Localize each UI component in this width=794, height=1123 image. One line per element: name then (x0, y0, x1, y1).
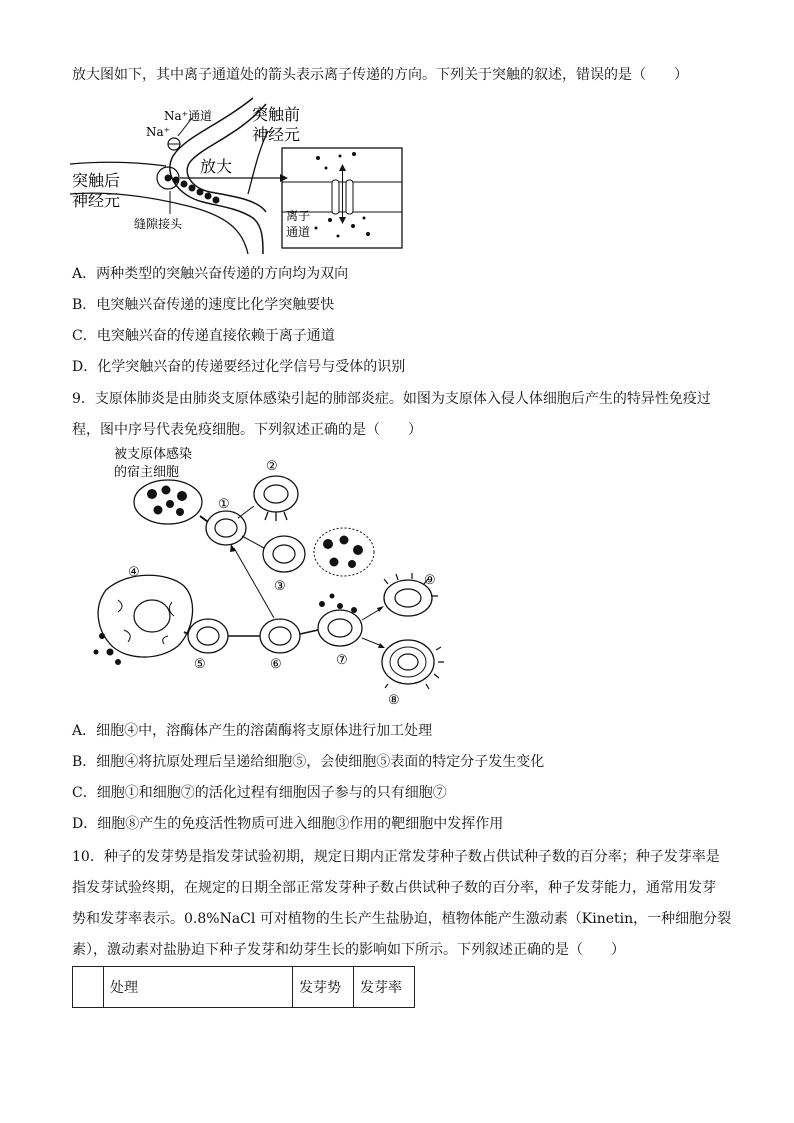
cell-number-3: ③ (274, 579, 286, 594)
enlarge-label: 放大 (200, 157, 233, 176)
synapse-figure (68, 96, 408, 256)
ion-channel-label-2: 通道 (286, 225, 311, 239)
host-cell-label-2: 的宿主细胞 (114, 465, 180, 480)
q8-option-a: A．两种类型的突触兴奋传递的方向均为双向 (72, 266, 349, 282)
table-header-blank (73, 967, 104, 1008)
q10-stem-line-3: 势和发芽率表示。0.8%NaCl 可对植物的生长产生盐胁迫，植物体能产生激动素（Kinetin，一种细胞分裂 (72, 911, 732, 927)
postsynaptic-label-2: 神经元 (72, 191, 121, 210)
q10-stem-line-4: 素），激动素对盐胁迫下种子发芽和幼芽生长的影响如下所示。下列叙述正确的是（ ） (72, 942, 625, 958)
q8-option-c: C．电突触兴奋的传递直接依赖于离子通道 (72, 328, 335, 344)
cell-number-1: ① (218, 497, 230, 512)
na-channel-label: Na⁺通道 (164, 109, 212, 123)
q10-stem-line-1: 10．种子的发芽势是指发芽试验初期，规定日期内正常发芽种子数占供试种子数的百分率；种子发芽率是 (72, 849, 720, 865)
q9-option-a: A．细胞④中，溶酶体产生的溶菌酶将支原体进行加工处理 (72, 723, 433, 739)
cell-number-8: ⑧ (388, 693, 400, 708)
cell-number-4: ④ (128, 565, 140, 580)
cell-number-7: ⑦ (336, 653, 348, 668)
question-intro: 放大图如下，其中离子通道处的箭头表示离子传递的方向。下列关于突触的叙述，错误的是（ ） (72, 67, 688, 83)
table-header-germination-rate: 发芽率 (354, 967, 415, 1008)
cell-number-5: ⑤ (194, 657, 206, 672)
cell-number-2: ② (266, 459, 278, 474)
postsynaptic-label-1: 突触后 (72, 171, 121, 190)
na-label: Na⁺ (146, 125, 170, 139)
q9-stem-line-2: 程，图中序号代表免疫细胞。下列叙述正确的是（ ） (72, 422, 422, 438)
q9-option-b: B．细胞④将抗原处理后呈递给细胞⑤，会使细胞⑤表面的特定分子发生变化 (72, 754, 545, 770)
q8-option-b: B．电突触兴奋传递的速度比化学突触要快 (72, 297, 335, 313)
gap-junction-label: 缝隙接头 (134, 217, 183, 231)
presynaptic-label-2: 神经元 (252, 125, 301, 144)
q8-option-d: D．化学突触兴奋的传递要经过化学信号与受体的识别 (72, 359, 406, 375)
cell-number-6: ⑥ (270, 657, 282, 672)
q9-stem-line-1: 9．支原体肺炎是由肺炎支原体感染引起的肺部炎症。如图为支原体入侵人体细胞后产生的特异性免疫过 (72, 391, 711, 407)
immune-figure (88, 440, 448, 710)
cell-number-9: ⑨ (424, 573, 436, 588)
q9-option-c: C．细胞①和细胞⑦的活化过程有细胞因子参与的只有细胞⑦ (72, 785, 447, 801)
results-table (72, 966, 415, 1008)
host-cell-label-1: 被支原体感染 (114, 447, 193, 462)
table-header-treatment: 处理 (104, 967, 293, 1008)
q10-stem-line-2: 指发芽试验终期，在规定的日期全部正常发芽种子数占供试种子数的百分率，种子发芽能力，通常用发芽 (72, 880, 716, 896)
table-header-row (73, 967, 415, 1008)
q9-option-d: D．细胞⑧产生的免疫活性物质可进入细胞③作用的靶细胞中发挥作用 (72, 816, 504, 832)
presynaptic-label-1: 突触前 (252, 105, 301, 124)
table-header-germination-vigor: 发芽势 (293, 967, 354, 1008)
ion-channel-label-1: 离子 (286, 209, 311, 223)
